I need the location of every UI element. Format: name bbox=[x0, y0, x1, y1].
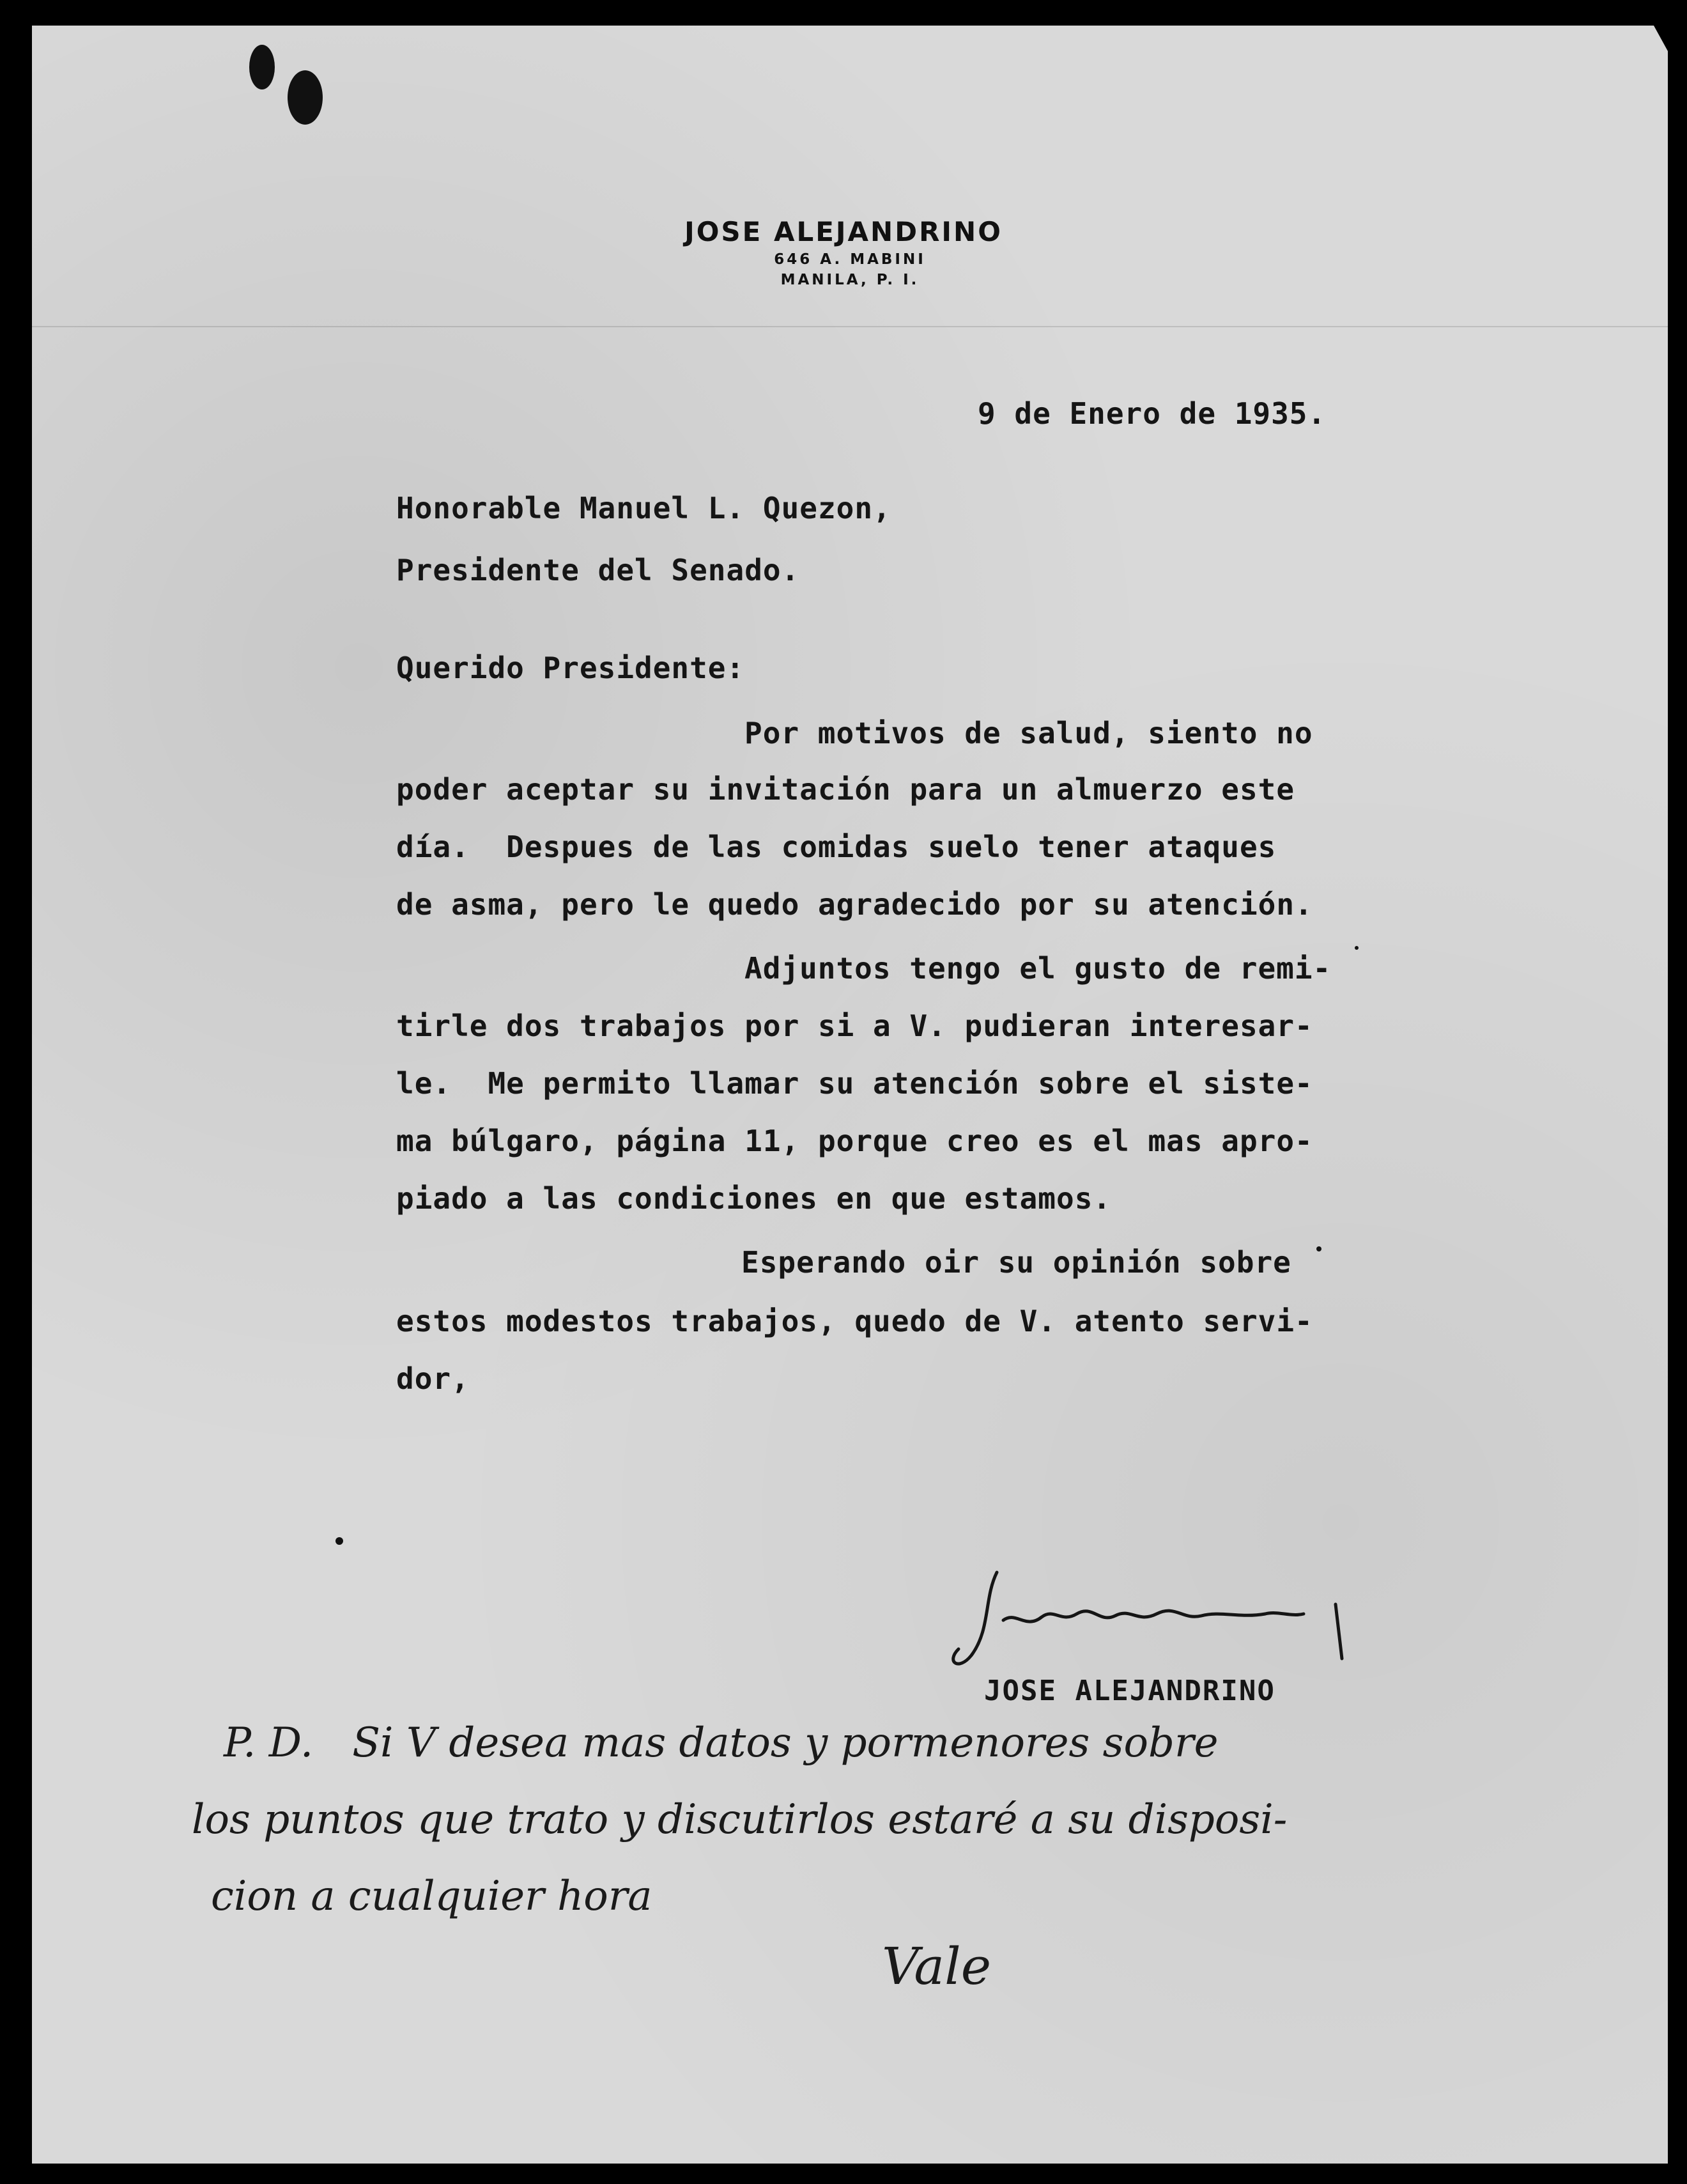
body-line: Adjuntos tengo el gusto de remi- bbox=[744, 951, 1332, 986]
letterhead-address: 646 A. MABINI bbox=[774, 251, 926, 268]
letterhead bbox=[32, 216, 1668, 288]
postscript-line: Vale bbox=[882, 1937, 992, 1996]
ink-smudge bbox=[288, 70, 323, 125]
handwritten-signature bbox=[946, 1560, 1355, 1687]
ink-dot bbox=[1316, 1246, 1321, 1251]
letterhead-rule bbox=[32, 326, 1668, 327]
postscript-line: los puntos que trato y discutirlos estaré a su disposi- bbox=[192, 1796, 1288, 1843]
salutation: Querido Presidente: bbox=[396, 651, 745, 685]
body-line: Por motivos de salud, siento no bbox=[744, 716, 1313, 750]
postscript-line: P. D. Si V desea mas datos y pormenores sobre bbox=[224, 1719, 1219, 1767]
ink-smudge bbox=[249, 45, 275, 89]
body-line: estos modestos trabajos, quedo de V. atento servi- bbox=[396, 1304, 1313, 1338]
ink-dot bbox=[1355, 946, 1359, 950]
body-line: Esperando oir su opinión sobre bbox=[741, 1245, 1291, 1280]
letterhead-name: JOSE ALEJANDRINO bbox=[684, 216, 1003, 247]
body-line: poder aceptar su invitación para un almuerzo este bbox=[396, 772, 1295, 807]
recipient-name: Honorable Manuel L. Quezon, bbox=[396, 491, 891, 525]
body-line: tirle dos trabajos por si a V. pudieran interesar- bbox=[396, 1009, 1313, 1043]
body-line: le. Me permito llamar su atención sobre el siste- bbox=[396, 1066, 1313, 1101]
ink-dot bbox=[335, 1537, 343, 1545]
body-line: día. Despues de las comidas suelo tener ataques bbox=[396, 830, 1277, 864]
signer-name: JOSE ALEJANDRINO bbox=[984, 1675, 1275, 1707]
body-line: de asma, pero le quedo agradecido por su atención. bbox=[396, 887, 1313, 922]
body-line: piado a las condiciones en que estamos. bbox=[396, 1181, 1112, 1216]
postscript-line: cion a cualquier hora bbox=[211, 1873, 652, 1920]
body-line: ma búlgaro, página 11, porque creo es el mas apro- bbox=[396, 1124, 1313, 1158]
body-line: dor, bbox=[396, 1361, 470, 1396]
recipient-title: Presidente del Senado. bbox=[396, 553, 800, 587]
letter-date: 9 de Enero de 1935. bbox=[978, 396, 1327, 431]
letter-page bbox=[32, 26, 1668, 2164]
page-corner-fold bbox=[1654, 26, 1668, 51]
letterhead-city: MANILA, P. I. bbox=[780, 272, 920, 288]
